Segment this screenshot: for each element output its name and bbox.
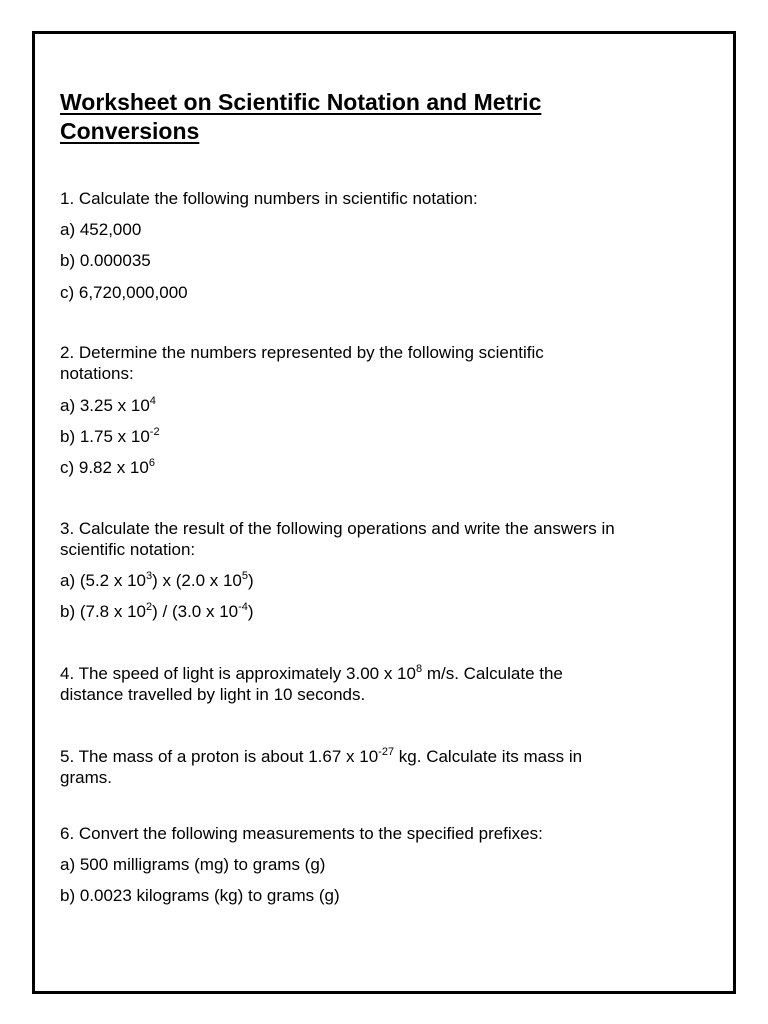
q3a-part-1: a) (5.2 x 10 — [60, 571, 146, 590]
question-6-item-b: b) 0.0023 kilograms (kg) to grams (g) — [60, 886, 340, 905]
question-3-prompt: 3. Calculate the result of the following operations and write the answers in scientific notation: — [60, 519, 615, 559]
question-5-text — [60, 746, 635, 788]
q4-text-pre: 4. The speed of light is approximately 3.00 x 10 — [60, 664, 416, 683]
question-2-item-c — [60, 457, 155, 478]
q3b-part-2: ) / (3.0 x 10 — [152, 602, 239, 621]
q3b-part-1: b) (7.8 x 10 — [60, 602, 146, 621]
q3b-part-3: ) — [247, 602, 254, 621]
q3a-part-3: ) — [248, 571, 254, 590]
question-3-item-a — [60, 570, 254, 591]
q3a-part-2: ) x (2.0 x 10 — [152, 571, 242, 590]
worksheet-title: Worksheet on Scientific Notation and Metric Conversions — [60, 89, 542, 144]
question-1-item-b: b) 0.000035 — [60, 251, 151, 270]
q5-exponent: -27 — [378, 746, 395, 758]
question-3-item-b — [60, 601, 254, 622]
q2c-base: c) 9.82 x 10 — [60, 458, 149, 477]
q3b-exponent-1: 2 — [146, 601, 153, 613]
question-6-prompt: 6. Convert the following measurements to the specified prefixes: — [60, 824, 543, 843]
q2a-base: a) 3.25 x 10 — [60, 396, 150, 415]
q3a-exponent-1: 3 — [146, 570, 153, 582]
q3b-exponent-2: -4 — [238, 601, 248, 613]
question-2-item-b — [60, 426, 160, 447]
q2a-exponent: 4 — [149, 395, 156, 407]
q5-text-post: kg. Calculate its mass in grams. — [60, 747, 583, 787]
q3a-exponent-2: 5 — [241, 570, 249, 582]
question-1-prompt: 1. Calculate the following numbers in scientific notation: — [60, 189, 478, 208]
question-6-item-a: a) 500 milligrams (mg) to grams (g) — [60, 855, 326, 874]
q4-text-post: m/s. Calculate the distance travelled by light in 10 seconds. — [60, 664, 563, 704]
page-border-bottom-rule — [32, 991, 736, 992]
q5-text-pre: 5. The mass of a proton is about 1.67 x 10 — [60, 747, 379, 766]
q2b-exponent: -2 — [149, 426, 160, 438]
question-1-item-a: a) 452,000 — [60, 220, 142, 239]
q2c-exponent: 6 — [148, 457, 155, 469]
question-4-text — [60, 663, 620, 705]
question-1-item-c: c) 6,720,000,000 — [60, 283, 188, 302]
question-2-prompt: 2. Determine the numbers represented by the following scientific notations: — [60, 343, 544, 383]
page-border — [32, 31, 736, 994]
q2b-base: b) 1.75 x 10 — [60, 427, 150, 446]
q4-exponent: 8 — [415, 663, 423, 675]
question-2-item-a — [60, 395, 156, 416]
